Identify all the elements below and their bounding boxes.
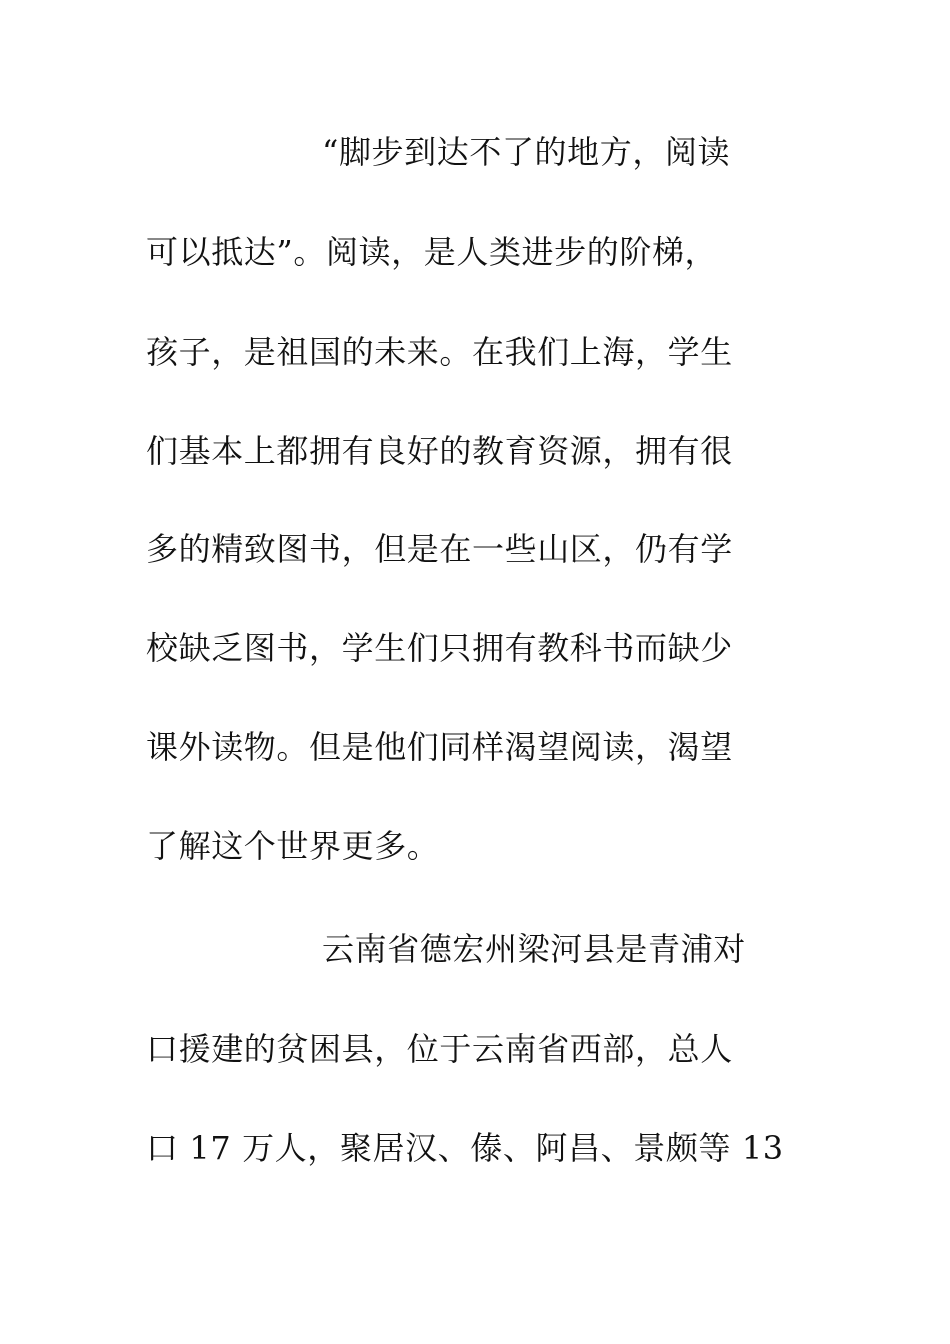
paragraph-1-line-8: 了解这个世界更多。 (146, 827, 440, 865)
paragraph-1-line-4: 们基本上都拥有良好的教育资源，拥有很 (146, 432, 733, 470)
paragraph-1-line-3: 孩子，是祖国的未来。在我们上海，学生 (146, 333, 733, 371)
paragraph-2-line-2: 口援建的贫困县，位于云南省西部，总人 (146, 1030, 733, 1068)
paragraph-1-line-1: “脚步到达不了的地方，阅读 (322, 133, 731, 171)
paragraph-1-line-7: 课外读物。但是他们同样渴望阅读，渴望 (146, 728, 733, 766)
paragraph-2-line-1: 云南省德宏州梁河县是青浦对 (322, 930, 746, 968)
paragraph-2-line-3: 口 17 万人，聚居汉、傣、阿昌、景颇等 13 (146, 1129, 784, 1167)
paragraph-1-line-5: 多的精致图书，但是在一些山区，仍有学 (146, 530, 733, 568)
paragraph-1-line-6: 校缺乏图书，学生们只拥有教科书而缺少 (146, 629, 733, 667)
paragraph-1-line-2: 可以抵达”。阅读，是人类进步的阶梯， (146, 233, 718, 271)
